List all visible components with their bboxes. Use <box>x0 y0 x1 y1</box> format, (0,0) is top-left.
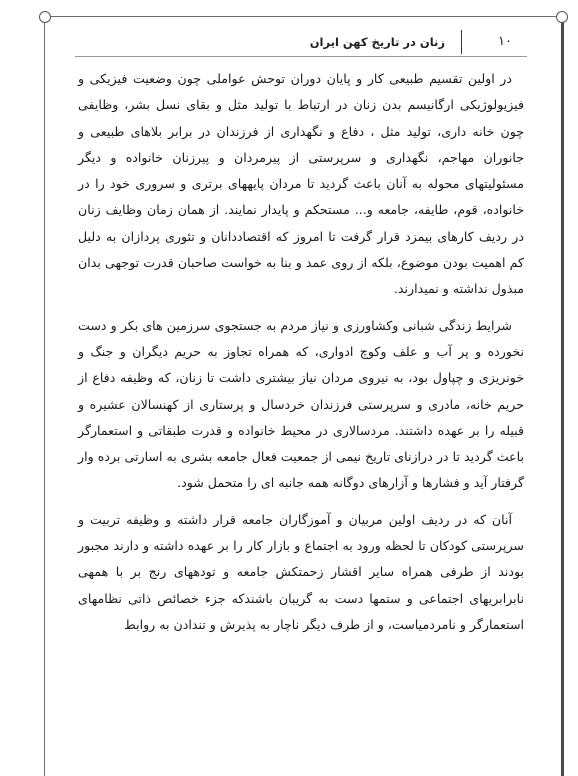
page-number: ۱۰ <box>498 34 512 49</box>
page-corner-decoration <box>556 11 568 23</box>
running-title: زنان در تاریخ کهن ایران <box>309 35 445 49</box>
header-separator <box>461 30 462 54</box>
page-header <box>75 34 525 54</box>
page-corner-decoration <box>39 11 51 23</box>
body-text <box>78 66 524 648</box>
paragraph: شرایط زندگی شبانی وکشاورزی و نیاز مردم به جستجوی سرزمین های بکر و دست نخورده و پر آب و علف وکوچ ادواری، که همراه تجاوز به حریم دیگران و جنگ و خونریزی و چپاول بود، به نیروی مردان نیاز بیشتری داشت تا زنان، که وظیفه دفاع از حریم خانه، مادری و سرپرستی فرزندان خردسال و پرستاری از کهنسالان عشیره و قبیله را بر عهده داشتند. مردسالاری در محیط خانواده و قدرت طبقاتی و استعمارگر باعث گردید تا در درازنای تاریخ نیمی از جمعیت فعال جامعه بشری به اسارتی برده وار گرفتار آید و فشارها و آزارهای دوگانه همه جانبه ای را متحمل شود. <box>78 317 524 491</box>
paragraph: در اولین تقسیم طبیعی کار و پایان دوران توحش عواملی چون وضعیت فیزیکی و فیزیولوژیکی ارگانیسم بدن زنان در ارتباط با تولید مثل و بقای نسل بشر، وظایفی چون خانه داری، تولید مثل ، دفاع و نگهداری از فرزندان در برابر بلاهای طبیعی و جانوران مهاجم، نگهداری و سرپرستی از پیرمردان و پیرزنان خانواده و دیگر مسئولیتهای محوله به آنان باعث گردید تا مردان پایههای برتری و سروری خود را در خانواده، قوم، طایفه، جامعه و... مستحکم و پایدار نمایند. از همان زمان وظایف زنان در ردیف کارهای بیمزد قرار گرفت تا امروز که اقتصاددانان و تئوری پردازان به دلیل کم اهمیت بودن موضوع، بلکه از روی عمد و بنا به خواست صاحبان قدرت توجهی بدان مبذول نداشته و نمیدارند. <box>78 71 524 297</box>
paragraph: آنان که در ردیف اولین مربیان و آموزگاران جامعه قرار داشته و وظیفه تربیت و سرپرستی کودکان تا لحظه ورود به اجتماع و بازار کار را بر عهده داشته و دارند مجبور بودند از طرفی همراه سایر اقشار زحمتکش جامعه و تودههای رنج بر با همهی نابرابریهای اجتماعی و ستمها دست به گریبان باشندکه جزء خصائص ذاتی نظامهای استعمارگر و نامردمیاست، و از طرف دیگر ناچار به پذیرش و تندادن به روابط <box>78 511 524 632</box>
header-rule <box>75 56 527 57</box>
